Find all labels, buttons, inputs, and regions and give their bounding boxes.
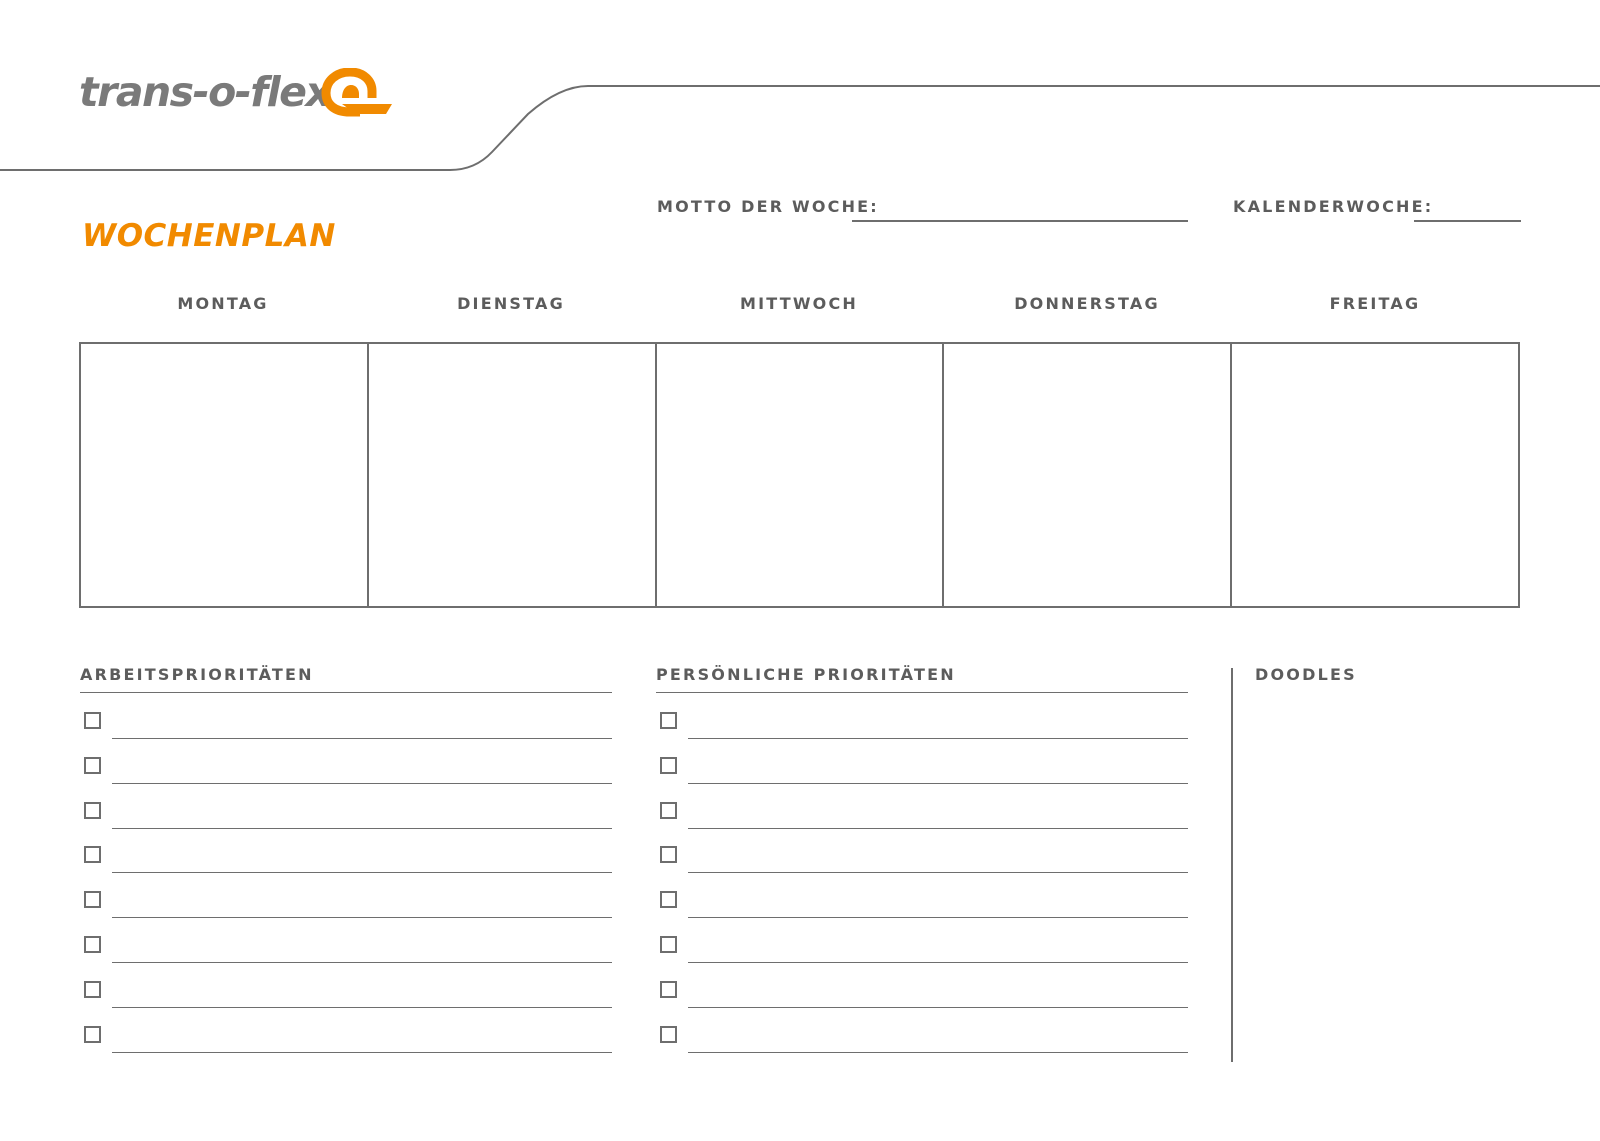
personal-priority-item	[656, 712, 1188, 738]
personal-priority-checkbox[interactable]	[660, 891, 677, 908]
day-header-friday: FREITAG	[1329, 294, 1421, 313]
work-priority-text-line[interactable]	[112, 872, 612, 873]
personal-priority-text-line[interactable]	[688, 783, 1188, 784]
doodles-area[interactable]	[1240, 700, 1520, 1060]
day-header-tuesday: DIENSTAG	[457, 294, 565, 313]
work-priority-text-line[interactable]	[112, 783, 612, 784]
motto-input-line[interactable]	[852, 220, 1188, 222]
day-cell-monday[interactable]	[81, 344, 369, 606]
personal-priority-checkbox[interactable]	[660, 981, 677, 998]
day-cell-friday[interactable]	[1232, 344, 1518, 606]
work-priority-text-line[interactable]	[112, 738, 612, 739]
work-priority-item	[80, 981, 612, 1007]
work-priority-item	[80, 891, 612, 917]
personal-priority-text-line[interactable]	[688, 962, 1188, 963]
work-priorities-heading: ARBEITSPRIORITÄTEN	[80, 665, 314, 684]
work-priority-checkbox[interactable]	[84, 936, 101, 953]
work-priority-item	[80, 1026, 612, 1052]
page-title: WOCHENPLAN	[82, 218, 336, 254]
personal-priority-text-line[interactable]	[688, 872, 1188, 873]
personal-priority-text-line[interactable]	[688, 828, 1188, 829]
work-priority-item	[80, 802, 612, 828]
personal-priority-item	[656, 802, 1188, 828]
personal-priority-text-line[interactable]	[688, 1007, 1188, 1008]
work-priorities-list	[80, 712, 612, 1052]
personal-priority-checkbox[interactable]	[660, 846, 677, 863]
day-cell-wednesday[interactable]	[657, 344, 945, 606]
personal-priority-checkbox[interactable]	[660, 757, 677, 774]
personal-priority-item	[656, 1026, 1188, 1052]
week-grid	[79, 342, 1520, 608]
day-header-thursday: DONNERSTAG	[1014, 294, 1160, 313]
work-priority-checkbox[interactable]	[84, 981, 101, 998]
doodles-heading: DOODLES	[1255, 665, 1357, 684]
work-priority-item	[80, 936, 612, 962]
work-priority-item	[80, 757, 612, 783]
brand-logo-text: trans-o-flex	[79, 68, 331, 116]
calendar-week-label: KALENDERWOCHE:	[1233, 197, 1434, 216]
work-priority-checkbox[interactable]	[84, 891, 101, 908]
personal-priority-item	[656, 936, 1188, 962]
work-priority-checkbox[interactable]	[84, 1026, 101, 1043]
work-priority-text-line[interactable]	[112, 1007, 612, 1008]
personal-priorities-list	[656, 712, 1188, 1052]
work-priority-checkbox[interactable]	[84, 712, 101, 729]
personal-priority-text-line[interactable]	[688, 738, 1188, 739]
work-priority-checkbox[interactable]	[84, 846, 101, 863]
personal-priority-item	[656, 981, 1188, 1007]
day-cell-tuesday[interactable]	[369, 344, 657, 606]
personal-priority-item	[656, 846, 1188, 872]
work-priorities-rule	[80, 692, 612, 693]
personal-priority-checkbox[interactable]	[660, 936, 677, 953]
work-priority-text-line[interactable]	[112, 917, 612, 918]
work-priority-text-line[interactable]	[112, 962, 612, 963]
personal-priorities-heading: PERSÖNLICHE PRIORITÄTEN	[656, 665, 956, 684]
day-header-monday: MONTAG	[177, 294, 269, 313]
work-priority-text-line[interactable]	[112, 1052, 612, 1053]
doodles-divider	[1231, 668, 1233, 1062]
motto-label: MOTTO DER WOCHE:	[657, 197, 879, 216]
trans-o-flex-swoosh-icon	[320, 68, 396, 120]
work-priority-item	[80, 712, 612, 738]
calendar-week-input-line[interactable]	[1414, 220, 1521, 222]
day-header-wednesday: MITTWOCH	[739, 294, 859, 313]
work-priority-checkbox[interactable]	[84, 757, 101, 774]
personal-priority-checkbox[interactable]	[660, 712, 677, 729]
personal-priority-checkbox[interactable]	[660, 802, 677, 819]
work-priority-text-line[interactable]	[112, 828, 612, 829]
personal-priority-text-line[interactable]	[688, 1052, 1188, 1053]
personal-priority-checkbox[interactable]	[660, 1026, 677, 1043]
personal-priorities-rule	[656, 692, 1188, 693]
personal-priority-text-line[interactable]	[688, 917, 1188, 918]
day-cell-thursday[interactable]	[944, 344, 1232, 606]
personal-priority-item	[656, 757, 1188, 783]
personal-priority-item	[656, 891, 1188, 917]
work-priority-item	[80, 846, 612, 872]
work-priority-checkbox[interactable]	[84, 802, 101, 819]
